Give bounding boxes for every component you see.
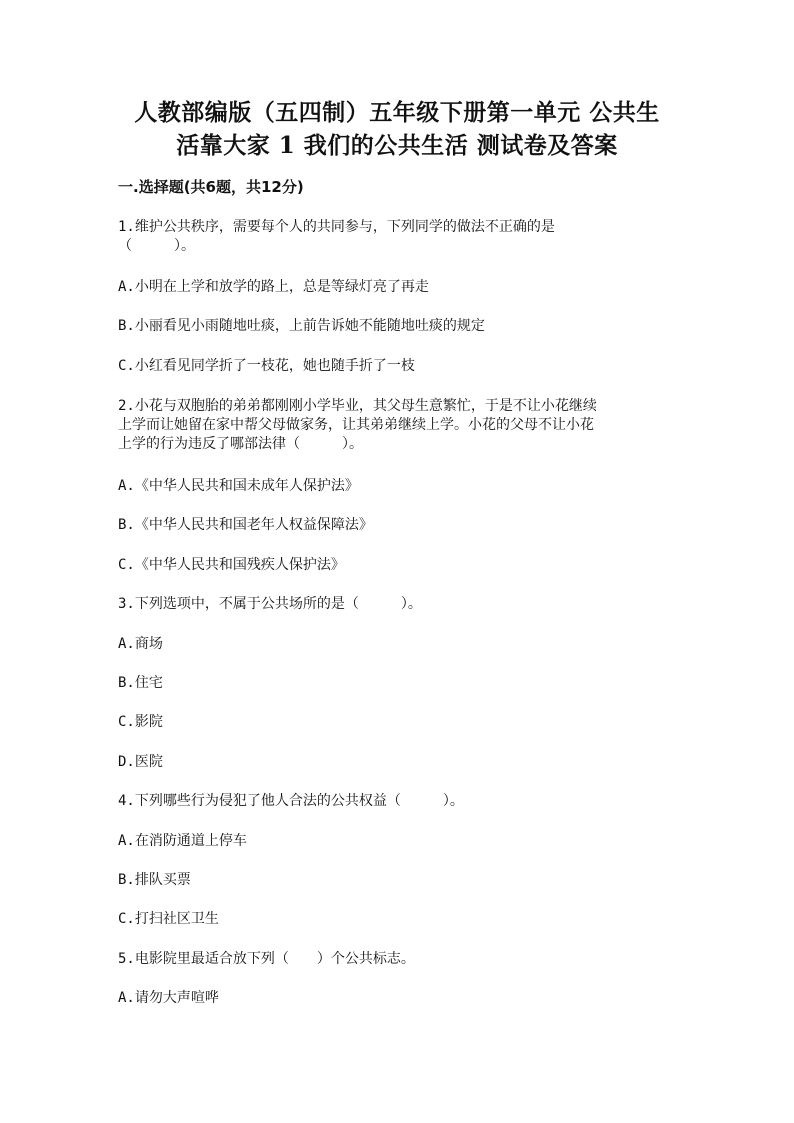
- question-4-option-b: B.排队买票: [118, 872, 191, 888]
- question-text: 上学而让她留在家中帮父母做家务，让其弟弟继续上学。小花的父母不让小花: [118, 417, 594, 433]
- question-3-option-d: D.医院: [118, 754, 163, 770]
- question-text: （ ）。: [118, 238, 195, 254]
- question-4-stem: 4.下列哪些行为侵犯了他人合法的公共权益（ ）。: [118, 793, 464, 809]
- question-text: 1.维护公共秩序，需要每个人的共同参与，下列同学的做法不正确的是: [118, 219, 555, 235]
- question-1-stem: [118, 218, 678, 256]
- question-5-option-a: A.请勿大声喧哗: [118, 990, 219, 1006]
- question-1-option-c: C.小红看见同学折了一枝花，她也随手折了一枝: [118, 358, 415, 374]
- title-line: 人教部编版（五四制）五年级下册第一单元 公共生: [134, 99, 660, 126]
- question-1-option-b: B.小丽看见小雨随地吐痰，上前告诉她不能随地吐痰的规定: [118, 318, 485, 334]
- question-2-option-c: C.《中华人民共和国残疾人保护法》: [118, 557, 345, 573]
- question-3-option-a: A.商场: [118, 636, 163, 652]
- title-line: 活靠大家 1 我们的公共生活 测试卷及答案: [176, 132, 618, 159]
- question-3-stem: 3.下列选项中，不属于公共场所的是（ ）。: [118, 596, 422, 612]
- question-1-option-a: A.小明在上学和放学的路上，总是等绿灯亮了再走: [118, 279, 429, 295]
- question-3-option-c: C.影院: [118, 714, 163, 730]
- question-text: 2.小花与双胞胎的弟弟都刚刚小学毕业，其父母生意繁忙，于是不让小花继续: [118, 398, 597, 414]
- question-5-stem: 5.电影院里最适合放下列（ ）个公共标志。: [118, 951, 415, 967]
- question-3-option-b: B.住宅: [118, 675, 163, 691]
- question-text: 上学的行为违反了哪部法律（ ）。: [118, 436, 363, 452]
- question-4-option-c: C.打扫社区卫生: [118, 911, 219, 927]
- section-header: 一.选择题(共6题，共12分): [118, 178, 304, 196]
- question-2-option-a: A.《中华人民共和国未成年人保护法》: [118, 478, 359, 494]
- document-title: [80, 96, 714, 162]
- question-2-stem: [118, 397, 678, 454]
- question-2-option-b: B.《中华人民共和国老年人权益保障法》: [118, 517, 373, 533]
- question-4-option-a: A.在消防通道上停车: [118, 833, 247, 849]
